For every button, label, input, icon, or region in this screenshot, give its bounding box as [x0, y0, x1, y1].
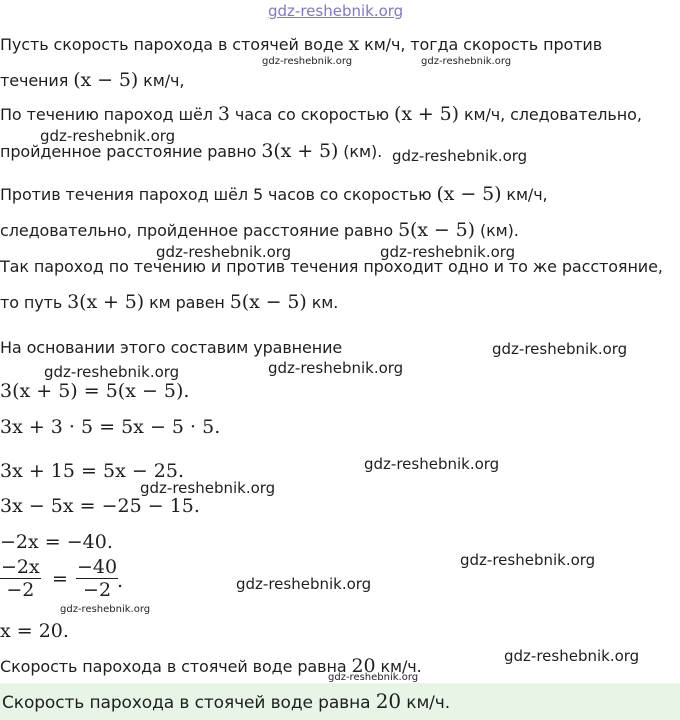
answer-box: [0, 683, 680, 720]
text-line-2: течения (x − 5) км/ч,: [0, 69, 185, 91]
watermark-link[interactable]: gdz-reshebnik.org: [268, 2, 404, 20]
answer-text: Скорость парохода в стоячей воде равна 20 км/ч.: [2, 689, 451, 713]
fraction-right-numerator: −40: [77, 556, 118, 578]
watermark: gdz-reshebnik.org: [392, 147, 528, 165]
watermark: gdz-reshebnik.org: [40, 127, 176, 145]
fraction-left-denominator: −2: [6, 579, 35, 601]
watermark: gdz-reshebnik.org: [328, 672, 419, 683]
equation-3: 3x + 15 = 5x − 25.: [0, 460, 184, 482]
conclusion-line: Скорость парохода в стоячей воде равна 20 км/ч.: [0, 655, 422, 677]
fraction-period: .: [117, 570, 124, 592]
watermark: gdz-reshebnik.org: [504, 647, 640, 665]
fraction-right-denominator: −2: [83, 579, 112, 601]
equation-5: −2x = −40.: [0, 531, 113, 553]
text-line-9: На основании этого составим уравнение: [0, 338, 343, 357]
watermark: gdz-reshebnik.org: [262, 56, 353, 67]
watermark: gdz-reshebnik.org: [44, 363, 180, 381]
watermark: gdz-reshebnik.org: [380, 243, 516, 261]
equation-1: 3(x + 5) = 5(x − 5).: [0, 380, 190, 402]
fraction-left: [0, 556, 41, 601]
watermark: gdz-reshebnik.org: [421, 56, 512, 67]
equation-2: 3x + 3 · 5 = 5x − 5 · 5.: [0, 416, 221, 438]
text-line-7: Так пароход по течению и против течения проходит одно и то же расстояние,: [0, 257, 663, 276]
equation-6: x = 20.: [0, 620, 69, 642]
text-line-6: следовательно, пройденное расстояние равно 5(x − 5) (км).: [0, 219, 519, 241]
watermark: gdz-reshebnik.org: [60, 604, 151, 615]
watermark: gdz-reshebnik.org: [156, 243, 292, 261]
fraction-left-numerator: −2x: [1, 556, 40, 578]
fraction-equals: =: [52, 568, 68, 590]
watermark: gdz-reshebnik.org: [364, 455, 500, 473]
text-line-1: Пусть скорость парохода в стоячей воде x км/ч, тогда скорость против: [0, 33, 603, 55]
text-line-4: пройденное расстояние равно 3(x + 5) (км).: [0, 140, 383, 162]
text-line-3: По течению пароход шёл 3 часа со скоростью (x + 5) км/ч, следовательно,: [0, 103, 642, 125]
watermark: gdz-reshebnik.org: [460, 551, 596, 569]
watermark: gdz-reshebnik.org: [492, 340, 628, 358]
text-line-8: то путь 3(x + 5) км равен 5(x − 5) км.: [0, 291, 339, 313]
text-line-5: Против течения пароход шёл 5 часов со скоростью (x − 5) км/ч,: [0, 183, 548, 205]
watermark: gdz-reshebnik.org: [268, 359, 404, 377]
watermark: gdz-reshebnik.org: [140, 479, 276, 497]
watermark: gdz-reshebnik.org: [236, 575, 372, 593]
fraction-right: [76, 556, 118, 601]
equation-4: 3x − 5x = −25 − 15.: [0, 495, 200, 517]
